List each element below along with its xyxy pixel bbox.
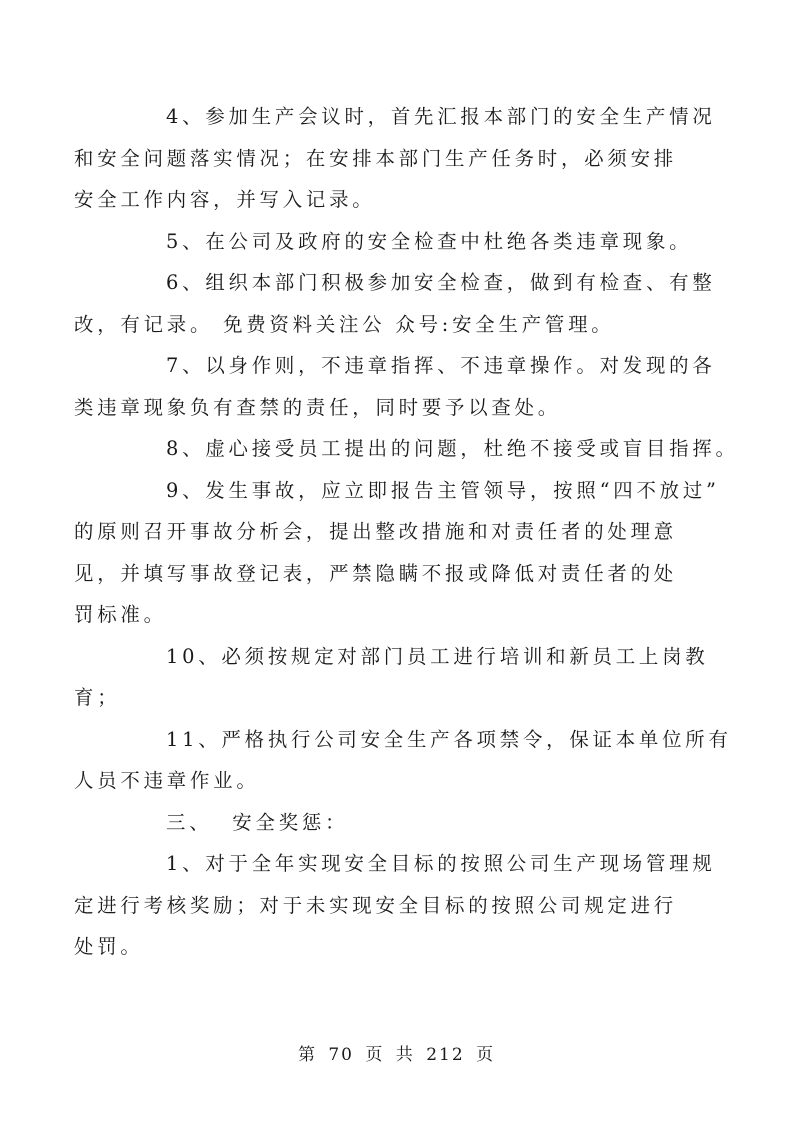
text-line: 见，并填写事故登记表，严禁隐瞒不报或降低对责任者的处 bbox=[74, 561, 677, 585]
paragraph-item-9 bbox=[74, 470, 720, 636]
text-line: 9、发生事故，应立即报告主管领导，按照“四不放过” bbox=[166, 478, 720, 502]
document-body bbox=[74, 96, 739, 968]
text-line: 和安全问题落实情况；在安排本部门生产任务时，必须安排 bbox=[74, 146, 677, 170]
footer-prefix: 第 bbox=[297, 1045, 317, 1065]
text-line: 安全工作内容，并写入记录。 bbox=[74, 188, 376, 211]
text-line: 定进行考核奖励；对于未实现安全目标的按照公司规定进行 bbox=[74, 893, 677, 917]
page-number-footer bbox=[0, 1040, 793, 1065]
footer-suffix: 页 bbox=[476, 1045, 496, 1065]
paragraph-item-10 bbox=[74, 636, 709, 719]
text-line: 8、虚心接受员工提出的问题，杜绝不接受或盲目指挥。 bbox=[166, 437, 739, 460]
text-line: 5、在公司及政府的安全检查中杜绝各类违章现象。 bbox=[166, 229, 693, 253]
footer-total-word: 共 bbox=[395, 1045, 415, 1065]
text-line: 4、参加生产会议时，首先汇报本部门的安全生产情况 bbox=[166, 105, 716, 128]
text-line: 的原则召开事故分析会，提出整改措施和对责任者的处理意 bbox=[74, 520, 677, 543]
paragraph-item-5 bbox=[120, 221, 693, 263]
text-line: 改，有记录。 免费资料关注公 众号:安全生产管理。 bbox=[74, 312, 615, 336]
current-page-number: 70 bbox=[328, 1045, 354, 1065]
text-line: 类违章现象负有查禁的责任，同时要予以查处。 bbox=[74, 395, 562, 419]
text-line: 处罚。 bbox=[74, 935, 144, 958]
text-line: 1、对于全年实现安全目标的按照公司生产现场管理规 bbox=[166, 852, 716, 875]
section-heading bbox=[120, 802, 676, 844]
total-pages-number: 212 bbox=[426, 1045, 465, 1065]
paragraph-item-11 bbox=[74, 719, 732, 802]
paragraph-item-4 bbox=[74, 96, 716, 221]
paragraph-item-8 bbox=[120, 428, 739, 470]
paragraph-item-6 bbox=[74, 262, 716, 345]
text-line: 11、严格执行公司安全生产各项禁令，保证本单位所有 bbox=[166, 727, 732, 751]
text-line: 三、 安全奖惩： bbox=[166, 810, 349, 834]
paragraph-reward-1 bbox=[74, 843, 716, 968]
text-line: 7、以身作则，不违章指挥、不违章操作。对发现的各 bbox=[166, 354, 716, 377]
text-line: 10、必须按规定对部门员工进行培训和新员工上岗教 bbox=[166, 644, 709, 668]
paragraph-item-7 bbox=[74, 345, 716, 428]
text-line: 6、组织本部门积极参加安全检查，做到有检查、有整 bbox=[166, 271, 716, 294]
text-line: 人员不违章作业。 bbox=[74, 769, 260, 792]
footer-page-word: 页 bbox=[365, 1045, 385, 1065]
text-line: 罚标准。 bbox=[74, 603, 167, 626]
text-line: 育； bbox=[74, 686, 121, 709]
